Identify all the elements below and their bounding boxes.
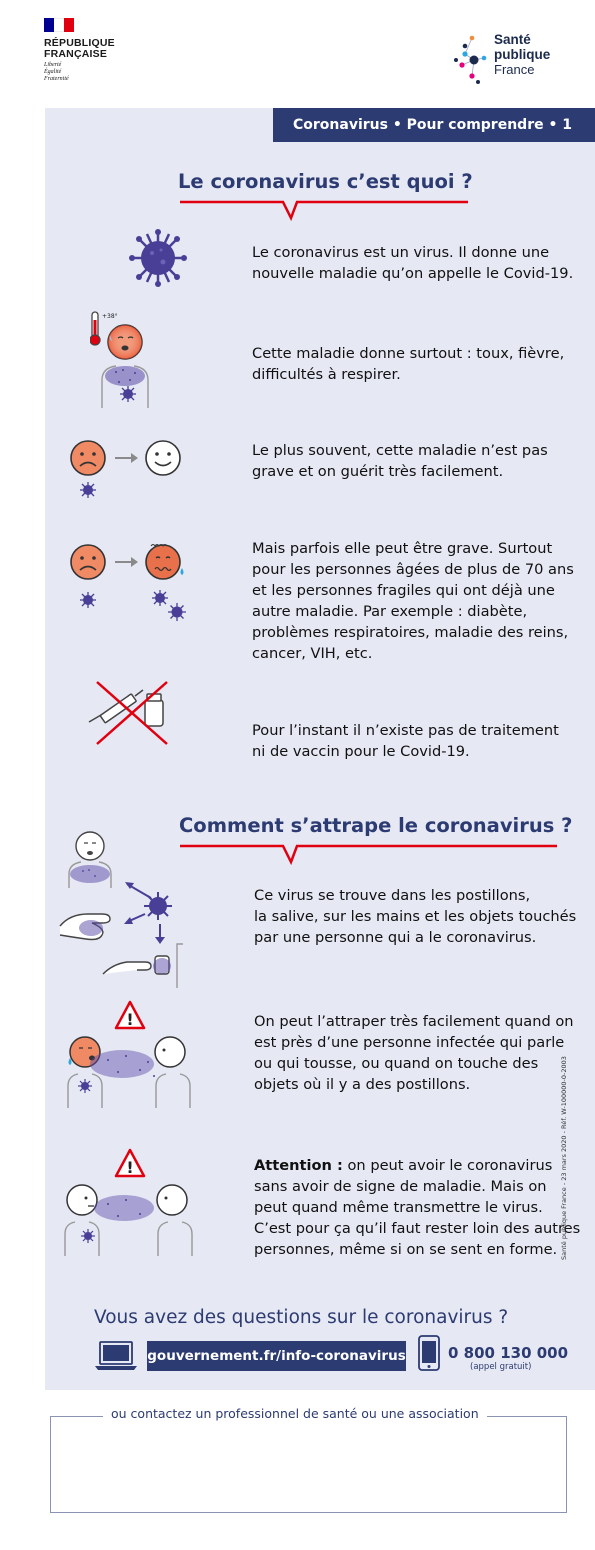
republique-francaise-logo	[44, 18, 115, 83]
no-treatment-icon	[85, 678, 175, 748]
reference-text: Santé publique France - 23 mars 2020 - Réf. W-100000-0-2003	[560, 1056, 568, 1260]
laptop-icon	[94, 1340, 138, 1372]
phone-note: (appel gratuit)	[470, 1362, 532, 1372]
warning-asymptomatic-icon	[60, 1148, 195, 1258]
contact-question: Vous avez des questions sur le coronavirus ?	[94, 1307, 509, 1328]
spf-line2: publique	[494, 47, 551, 62]
contact-notes-box	[50, 1416, 567, 1513]
item5-text: Pour l’instant il n’existe pas de traitement ni de vaccin pour le Covid-19.	[252, 722, 559, 760]
section1-title: Le coronavirus c’est quoi ?	[178, 170, 473, 193]
french-flag-icon	[44, 18, 74, 32]
virus-icon	[128, 228, 188, 288]
item8-text: Attention : on peut avoir le coronavirus sans avoir de signe de maladie. Mais on peut quand même transmettre le virus. C’est pour ça qu’il faut rester loin des autres personnes, même si on se sent en forme.	[254, 1157, 581, 1258]
spf-line3: France	[494, 62, 535, 77]
series-band: Coronavirus • Pour comprendre • 1	[273, 108, 595, 142]
item7-text: On peut l’attraper très facilement quand on est près d’une personne infectée qui parle ou qui tousse, ou quand on touche des objets où il y a des postillons.	[254, 1013, 574, 1093]
spf-dots-icon	[452, 30, 492, 88]
sick-to-happy-icon	[65, 432, 195, 502]
item6-text: Ce virus se trouve dans les postillons, la salive, sur les mains et les objets touchés par une personne qui a le coronavirus.	[254, 887, 577, 946]
speech-bubble-underline	[179, 196, 471, 222]
section2-title: Comment s’attrape le coronavirus ?	[179, 814, 573, 837]
sick-to-worse-icon	[65, 538, 195, 623]
svg-text:!: !	[126, 1158, 134, 1177]
item4-text: Mais parfois elle peut être grave. Surtout pour les personnes âgées de plus de 70 ans et les personnes fragiles qui ont déjà une autre maladie. Par exemple : diabète, problèmes respiratoires, maladie des reins, cancer, VIH, etc.	[252, 540, 574, 662]
header	[0, 0, 595, 108]
spf-line1: Santé	[494, 32, 531, 47]
phone-icon	[418, 1335, 440, 1371]
website-link[interactable]: gouvernement.fr/info-coronavirus	[147, 1341, 406, 1371]
content-panel	[45, 108, 595, 1390]
transmission-icon	[55, 826, 190, 991]
fever-person-icon	[90, 310, 170, 410]
phone-number[interactable]: 0 800 130 000	[448, 1344, 569, 1362]
warning-cough-icon	[60, 1000, 195, 1110]
item3-text: Le plus souvent, cette maladie n’est pas grave et on guérit très facilement.	[252, 442, 548, 480]
svg-text:!: !	[126, 1010, 134, 1029]
rf-name: RÉPUBLIQUE FRANÇAISE	[44, 37, 115, 60]
item1-text: Le coronavirus est un virus. Il donne une nouvelle maladie qu’on appelle le Covid-19.	[252, 244, 574, 282]
speech-bubble-underline-2	[179, 840, 559, 866]
thermometer-label: +38°	[102, 313, 118, 320]
contact-notes-legend: ou contactez un professionnel de santé ou une association	[103, 1406, 487, 1421]
sante-publique-france-logo	[452, 30, 550, 88]
item2-text: Cette maladie donne surtout : toux, fièvre, difficultés à respirer.	[252, 345, 565, 383]
rf-motto: Liberté Égalité Fraternité	[44, 62, 69, 82]
